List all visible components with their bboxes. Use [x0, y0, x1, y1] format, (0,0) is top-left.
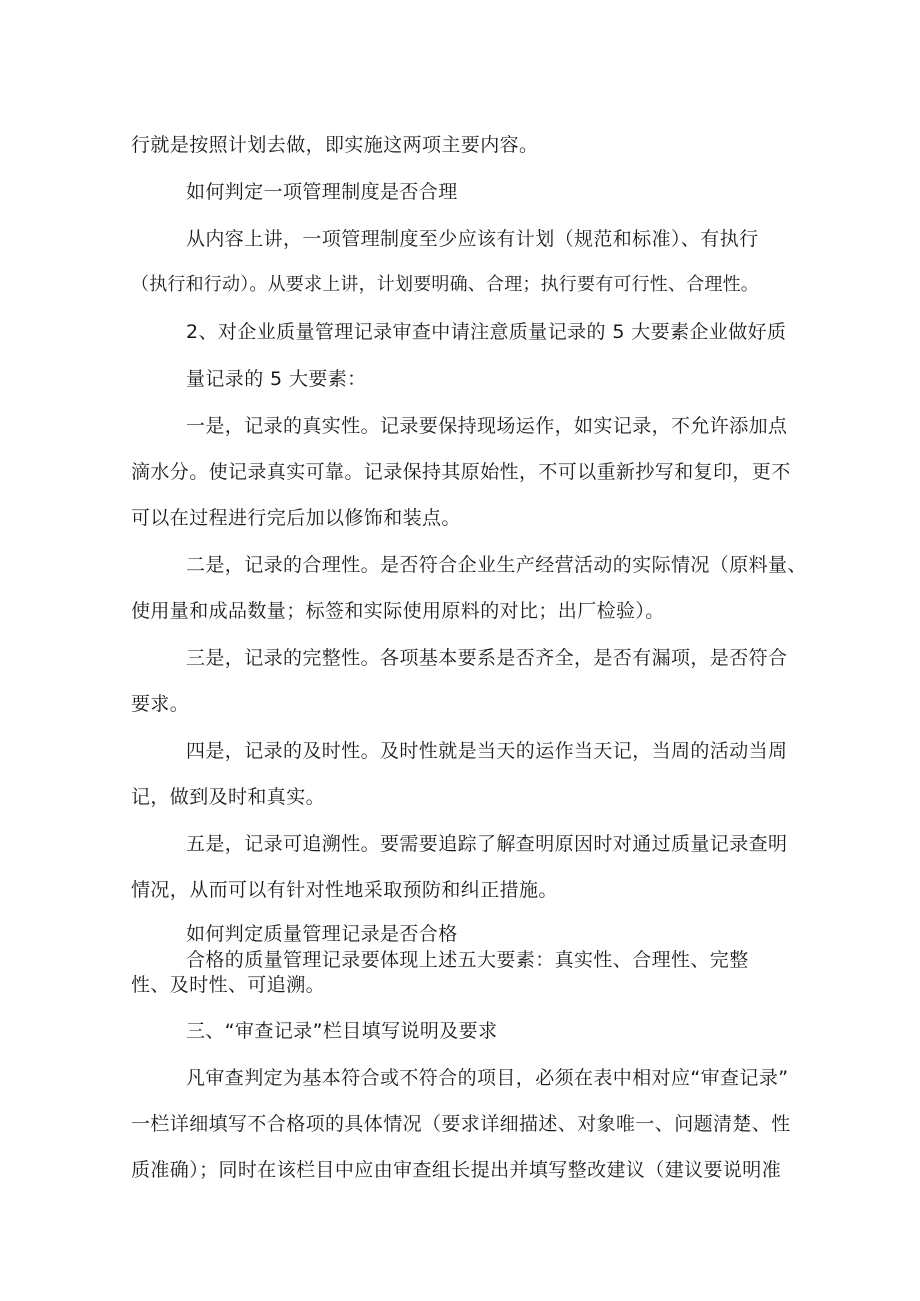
text-line: 使用量和成品数量；标签和实际使用原料的对比；出厂检验）。	[131, 600, 665, 622]
text-line: 二是，记录的合理性。是否符合企业生产经营活动的实际情况（原料量、	[186, 554, 807, 576]
text-line: 要求。	[131, 693, 190, 715]
text-line: 五是，记录可追溯性。要需要追踪了解查明原因时对通过质量记录查明	[186, 833, 788, 855]
text-line: 滴水分。使记录真实可靠。记录保持其原始性，不可以重新抄写和复印，更不	[131, 461, 791, 483]
text-line: （执行和行动）。从要求上讲，计划要明确、合理；执行要有可行性、合理性。	[131, 274, 759, 295]
text-line: 合格的质量管理记录要体现上述五大要素：真实性、合理性、完整	[186, 949, 749, 971]
text-line: 质准确）；同时在该栏目中应由审查组长提出并填写整改建议（建议要说明准	[131, 1159, 782, 1181]
section-line: 2、对企业质量管理记录审查中请注意质量记录的 5 大要素企业做好质	[186, 321, 787, 343]
section-line: 量记录的 5 大要素：	[186, 368, 367, 390]
text-line: 一是，记录的真实性。记录要保持现场运作，如实记录，不允许添加点	[186, 415, 788, 437]
section-heading: 三、“审查记录”栏目填写说明及要求	[186, 1020, 498, 1042]
text-line: 可以在过程进行完后加以修饰和装点。	[131, 507, 461, 529]
text-line: 记，做到及时和真实。	[131, 786, 326, 808]
text-line: 行就是按照计划去做，即实施这两项主要内容。	[131, 134, 539, 156]
text-line: 从内容上讲，一项管理制度至少应该有计划（规范和标准）、有执行	[186, 228, 759, 250]
text-line: 四是，记录的及时性。及时性就是当天的运作当天记，当周的活动当周	[186, 740, 788, 762]
text-line: 三是，记录的完整性。各项基本要系是否齐全，是否有漏项，是否符合	[186, 647, 788, 669]
heading-line: 如何判定一项管理制度是否合理	[186, 181, 458, 203]
text-line: 情况，从而可以有针对性地采取预防和纠正措施。	[131, 879, 558, 901]
heading-line: 如何判定质量管理记录是否合格	[186, 923, 458, 945]
text-line: 一栏详细填写不合格项的具体情况（要求详细描述、对象唯一、问题清楚、性	[131, 1113, 791, 1135]
text-line: 性、及时性、可追溯。	[131, 974, 326, 996]
text-line: 凡审查判定为基本符合或不符合的项目，必须在表中相对应“审查记录”	[186, 1067, 789, 1089]
